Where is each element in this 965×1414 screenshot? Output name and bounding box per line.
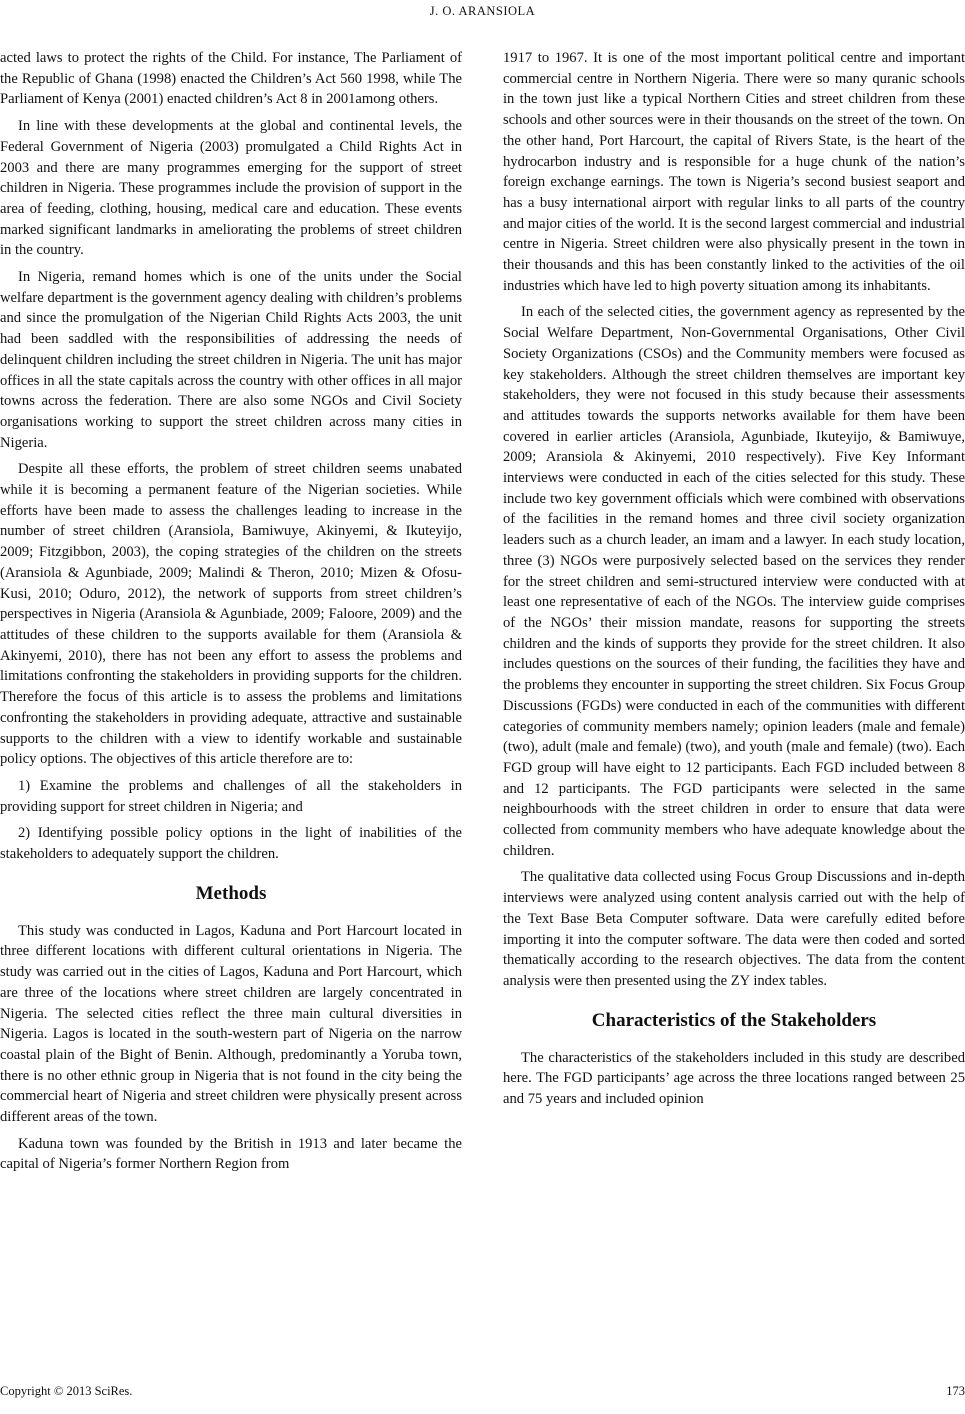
body-paragraph: In Nigeria, remand homes which is one of the units under the Social welfare department is the government agency dealing with children’s problems and since the promulgation of the Nigerian Child Rights Acts 2003, the unit had been saddled with the responsibilities of addressing the needs of delinquent children including the street children in Nigeria. The unit has major offices in all the state capitals across the country with other offices in all major towns across the federation. There are also some NGOs and Civil Society organisations working to support the street children across many cities in Nigeria. (0, 269, 462, 451)
body-paragraph: In each of the selected cities, the government agency as represented by the Social Welfare Department, Non-Governmental Organisations, Other Civil Society Organizations (CSOs) and the Community members were focused as key stakeholders. Although the street children themselves are important key stakeholders, they were not focused in this study because their assessments and attitudes towards the supports networks available for them have been covered in earlier articles (Aransiola, Agunbiade, Ikuteyijo, & Bamiwuye, 2009; Aransiola & Akinyemi, 2010 respectively). Five Key Informant interviews were conducted in each of the cities selected for this study. These include two key government officials which were combined with observations of the facilities in the remand homes and three civil society organization leaders such as a church leader, an imam and a lawyer. In each study location, three (3) NGOs were purposively selected based on the services they render for the street children and semi-structured interview were conducted with at least one representative of each of the NGOs. The interview guide comprises of the NGOs’ their mission mandate, reasons for supporting the streets children and the kinds of supports they provide for the street children. It also includes questions on the sources of their funding, the facilities they have and the problems they encounter in supporting the street children. Six Focus Group Discussions (FGDs) were conducted in each of the communities with different categories of community members namely; opinion leaders (male and female) (two), adult (male and female) (two), and youth (male and female) (two). Each FGD group will have eight to 12 participants. Each FGD included between 8 and 12 participants. The FGD participants were selected in the same neighbourhoods with the street children in order to ensure that data were collected from community members who have adequate knowledge about the children. (503, 304, 965, 859)
body-paragraph: Despite all these efforts, the problem of street children seems unabated while it is becoming a permanent feature of the Nigerian societies. While efforts have been made to assess the challenges leading to increase in the number of street children (Aransiola, Bamiwuye, Akinyemi, & Ikuteyijo, 2009; Fitzgibbon, 2003), the coping strategies of the children on the streets (Aransiola & Agunbiade, 2009; Malindi & Theron, 2010; Mizen & Ofosu-Kusi, 2010; Oduro, 2012), the network of supports from street children’s perspectives in Nigeria (Aransiola & Agunbiade, 2009; Faloore, 2009) and the attitudes of these children to the supports available for them (Aransiola & Akinyemi, 2010), there has not been any effort to assess the problems and limitations confronting the stakeholders in providing supports for the children. Therefore the focus of this article is to assess the problems and limitations confronting the stakeholders in providing adequate, attractive and sustainable supports to the children with a view to identify workable and sustainable policy options. The objectives of this article therefore are to: (0, 461, 462, 768)
body-paragraph: In line with these developments at the global and continental levels, the Federal Government of Nigeria (2003) promulgated a Child Rights Act in 2003 and there are many programmes emerging for the support of street children in Nigeria. These programmes include the provision of support in the area of feeding, clothing, housing, medical care and education. These events marked significant landmarks in ameliorating the problems of street children in the country. (0, 118, 462, 259)
right-column (503, 48, 965, 1116)
methods-heading: Methods (195, 882, 267, 904)
objective-item: 2) Identifying possible policy options in the light of inabilities of the stakeholders to adequately support the children. (0, 825, 462, 863)
body-paragraph: Kaduna town was founded by the British in 1913 and later became the capital of Nigeria’s former Northern Region from (0, 1135, 462, 1173)
page-number: 173 (946, 1384, 965, 1398)
body-paragraph: acted laws to protect the rights of the Child. For instance, The Parliament of the Republic of Ghana (1998) enacted the Children’s Act 560 1998, while The Parliament of Kenya (2001) enacted children’s Act 8 in 2001among others. (0, 50, 462, 108)
body-paragraph: The qualitative data collected using Focus Group Discussions and in-depth interviews were analyzed using content analysis carried out with the help of the Text Base Beta Computer software. Data were carefully edited before importing it into the computer software. The data were then coded and sorted thematically according to the research objectives. The data from the content analysis were then presented using the ZY index tables. (503, 869, 965, 989)
characteristics-heading: Characteristics of the Stakeholders (591, 1009, 877, 1031)
body-paragraph: The characteristics of the stakeholders included in this study are described here. The FGD participants’ age across the three locations ranged between 25 and 75 years and included opinion (503, 1049, 965, 1108)
objective-item: 1) Examine the problems and challenges of all the stakeholders in providing support for street children in Nigeria; and (0, 777, 462, 815)
body-paragraph: This study was conducted in Lagos, Kaduna and Port Harcourt located in three different locations with different cultural orientations in Nigeria. The study was carried out in the cities of Lagos, Kaduna and Port Harcourt, which are three of the locations where street children are largely concentrated in Nigeria. The selected cities reflect the three main cultural diversities in Nigeria. Lagos is located in the south-western part of Nigeria on the narrow coastal plain of the Bight of Benin. Although, predominantly a Yoruba town, there is no other ethnic group in Nigeria that is not found in the city being the commercial heart of Nigeria and street children were physically present across different areas of the town. (0, 922, 462, 1126)
left-column (0, 48, 462, 1181)
copyright-notice: Copyright © 2013 SciRes. (0, 1384, 133, 1398)
body-paragraph: 1917 to 1967. It is one of the most important political centre and important commercial centre in Northern Nigeria. There were so many quranic schools in the town just like a typical Northern Cities and street children from these schools and other sources were in their thousands on the street of the town. On the other hand, Port Harcourt, the capital of Rivers State, is the heart of the hydrocarbon industry and is responsible for a huge chunk of the nation’s foreign exchange earnings. The town is Nigeria’s second busiest seaport and has a busy international airport with regular links to all parts of the country and major cities of the world. It is the second largest commercial and industrial centre in Nigeria. Street children were also physically present in the town in their thousands and this has been constantly linked to the activities of the oil industries which have led to high poverty situation among its inhabitants. (503, 50, 965, 294)
running-header: J. O. ARANSIOLA (429, 4, 536, 18)
